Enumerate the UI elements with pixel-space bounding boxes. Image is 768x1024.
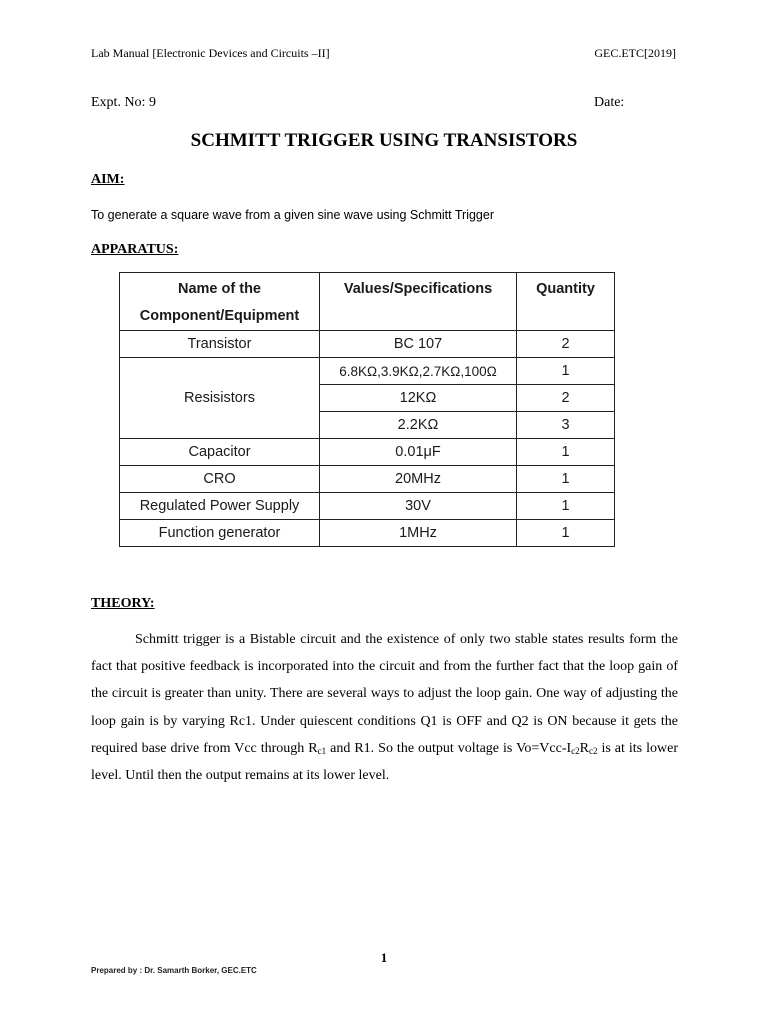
cell-value: 12KΩ — [320, 385, 517, 412]
table-row — [120, 439, 615, 466]
theory-text-part4: is at its lower level. Until then the output remains at its lower level. — [91, 740, 678, 784]
cell-name: Resisistors — [120, 358, 320, 439]
theory-text-part2: and R1. So the output voltage is Vo=Vcc-I — [326, 740, 572, 756]
cell-quantity: 1 — [517, 358, 615, 385]
theory-subscript-rc1: c1 — [317, 745, 327, 756]
cell-name: Transistor — [120, 331, 320, 358]
cell-name: Capacitor — [120, 439, 320, 466]
page-title: SCHMITT TRIGGER USING TRANSISTORS — [190, 130, 578, 151]
cell-value: 2.2KΩ — [320, 412, 517, 439]
column-header-name-line2: Component/Equipment — [139, 308, 300, 324]
cell-quantity: 1 — [517, 493, 615, 520]
column-header-quantity: Quantity — [517, 273, 615, 331]
aim-heading: AIM: — [91, 172, 125, 187]
header-left: Lab Manual [Electronic Devices and Circuits –II] — [91, 46, 330, 60]
cell-quantity: 1 — [517, 520, 615, 547]
theory-heading: THEORY: — [91, 596, 155, 611]
table-row — [120, 493, 615, 520]
table-row — [120, 358, 615, 385]
cell-value: 30V — [320, 493, 517, 520]
page-number: 1 — [380, 950, 388, 965]
prepared-by: Prepared by : Dr. Samarth Borker, GEC.ETC — [91, 966, 257, 975]
cell-name: Function generator — [120, 520, 320, 547]
cell-value: BC 107 — [320, 331, 517, 358]
header-right: GEC.ETC[2019] — [594, 46, 676, 60]
table-row — [120, 466, 615, 493]
theory-subscript-ic2: c2 — [571, 745, 580, 756]
column-header-name — [120, 273, 320, 331]
cell-quantity: 2 — [517, 385, 615, 412]
table-header-row — [120, 273, 615, 331]
column-header-name-line1: Name of the — [178, 281, 261, 297]
theory-paragraph — [91, 626, 678, 789]
column-header-values: Values/Specifications — [320, 273, 517, 331]
theory-text-part3: R — [579, 740, 589, 756]
cell-value: 1MHz — [320, 520, 517, 547]
table-row — [120, 520, 615, 547]
cell-quantity: 1 — [517, 466, 615, 493]
cell-value: 0.01μF — [320, 439, 517, 466]
date-label: Date: — [594, 95, 625, 110]
cell-name: CRO — [120, 466, 320, 493]
aim-text: To generate a square wave from a given sine wave using Schmitt Trigger — [91, 208, 494, 222]
apparatus-table — [119, 272, 615, 547]
theory-subscript-rc2: c2 — [588, 745, 598, 756]
cell-name: Regulated Power Supply — [120, 493, 320, 520]
experiment-number: Expt. No: 9 — [91, 95, 156, 110]
theory-text-part1: Schmitt trigger is a Bistable circuit and the existence of only two stable states results form the fact that positive feedback is incorporated into the circuit and from the further fact that the loop gain of the circuit is greater than unity. There are several ways to adjust the loop gain. One way of adjusting the loop gain is by varying Rc1. Under quiescent conditions Q1 is OFF and Q2 is ON because it gets the required base drive from Vcc through R — [91, 632, 678, 756]
cell-quantity: 2 — [517, 331, 615, 358]
cell-value: 20MHz — [320, 466, 517, 493]
cell-quantity: 1 — [517, 439, 615, 466]
table-row — [120, 331, 615, 358]
cell-quantity: 3 — [517, 412, 615, 439]
cell-value: 6.8KΩ,3.9KΩ,2.7KΩ,100Ω — [320, 358, 517, 385]
apparatus-heading: APPARATUS: — [91, 242, 179, 257]
theory-text — [91, 626, 678, 789]
